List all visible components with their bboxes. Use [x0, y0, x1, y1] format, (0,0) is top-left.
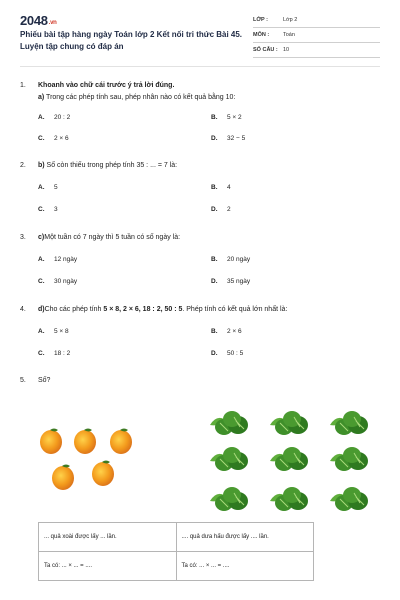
option-c[interactable]	[38, 278, 77, 285]
meta-class-label: LỚP :	[253, 17, 268, 23]
table-row	[39, 523, 314, 552]
option-letter: B.	[211, 114, 218, 121]
option-c[interactable]	[38, 206, 58, 213]
question-text: Số?	[38, 377, 51, 384]
sub-label: a)	[38, 94, 45, 101]
meta-count	[253, 44, 380, 58]
option-letter: B.	[211, 184, 218, 191]
answer-cell[interactable]: Ta có: ... × ... = ....	[39, 552, 177, 581]
option-b[interactable]	[211, 184, 231, 191]
mango-icon	[92, 461, 114, 487]
sub-text-bold: 5 × 8, 2 × 6, 18 : 2, 50 : 5	[103, 306, 183, 313]
option-text: 35 ngày	[227, 278, 251, 285]
option-letter: A.	[38, 184, 45, 191]
answer-cell[interactable]: Ta có: ... × ... = ....	[176, 552, 314, 581]
sub-text: Số còn thiếu trong phép tính 35 : ... = 7 là:	[44, 162, 178, 169]
option-text: 18 : 2	[54, 350, 71, 357]
worksheet-header	[0, 0, 400, 62]
logo-suffix: .vn	[48, 20, 57, 26]
option-letter: D.	[211, 135, 218, 142]
header-divider	[20, 66, 380, 67]
title-line-1: Phiếu bài tập hàng ngày Toán lớp 2 Kết nối tri thức Bài 45.	[20, 30, 243, 39]
meta-count-label: SỐ CÂU :	[253, 47, 278, 53]
watermelon-icon	[330, 447, 368, 471]
option-letter: A.	[38, 114, 45, 121]
option-a[interactable]	[38, 256, 77, 263]
option-letter: C.	[38, 350, 45, 357]
mango-icon	[74, 429, 96, 455]
watermelon-icon	[330, 487, 368, 511]
option-letter: C.	[38, 278, 45, 285]
question-number: 3.	[20, 234, 26, 241]
option-text: 12 ngày	[54, 256, 78, 263]
option-text: 2 × 6	[54, 135, 69, 142]
option-text: 5 × 8	[54, 328, 69, 335]
option-d[interactable]	[211, 278, 250, 285]
option-letter: B.	[211, 328, 218, 335]
option-text: 3	[54, 206, 58, 213]
option-text: 5 × 2	[227, 114, 242, 121]
meta-subject-value: Toán	[283, 32, 295, 38]
mango-icon	[40, 429, 62, 455]
watermelon-icon	[270, 487, 308, 511]
option-letter: D.	[211, 350, 218, 357]
table-row	[39, 552, 314, 581]
option-text: 32 − 5	[227, 135, 246, 142]
mango-icon	[52, 465, 74, 491]
watermelon-icon	[270, 411, 308, 435]
watermelon-icon	[270, 447, 308, 471]
option-b[interactable]	[211, 114, 242, 121]
option-d[interactable]	[211, 206, 231, 213]
answer-cell[interactable]: ... quả xoài được lấy ... lần.	[39, 523, 177, 552]
sub-label: c)	[38, 234, 45, 241]
sub-text: Cho các phép tính	[44, 306, 104, 313]
option-a[interactable]	[38, 114, 70, 121]
option-letter: C.	[38, 206, 45, 213]
watermelon-icon	[330, 411, 368, 435]
worksheet-title	[20, 29, 250, 53]
sub-label: d)	[38, 306, 45, 313]
watermelon-icon	[210, 447, 248, 471]
option-text: 4	[227, 184, 231, 191]
meta-subject	[253, 29, 380, 43]
option-text: 20 : 2	[54, 114, 71, 121]
option-text: 2	[227, 206, 231, 213]
option-letter: D.	[211, 278, 218, 285]
question-number: 4.	[20, 306, 26, 313]
option-d[interactable]	[211, 350, 243, 357]
title-line-2: Luyện tập chung có đáp án	[20, 42, 124, 51]
mango-group-illustration	[36, 426, 140, 496]
question-number: 2.	[20, 162, 26, 169]
option-a[interactable]	[38, 328, 69, 335]
option-letter: A.	[38, 256, 45, 263]
option-c[interactable]	[38, 350, 70, 357]
sub-text: . Phép tính có kết quả lớn nhất là:	[182, 306, 288, 313]
question-heading: Khoanh vào chữ cái trước ý trả lời đúng.	[38, 82, 175, 89]
option-letter: A.	[38, 328, 45, 335]
option-letter: B.	[211, 256, 218, 263]
option-letter: D.	[211, 206, 218, 213]
logo-text: 2048	[20, 13, 48, 28]
option-d[interactable]	[211, 135, 245, 142]
option-b[interactable]	[211, 328, 242, 335]
answer-table	[38, 522, 314, 581]
option-letter: C.	[38, 135, 45, 142]
site-logo[interactable]	[20, 13, 57, 28]
meta-subject-label: MÔN :	[253, 32, 270, 38]
option-text: 30 ngày	[54, 278, 78, 285]
answer-cell[interactable]: .... quả dưa hấu được lấy .... lần.	[176, 523, 314, 552]
meta-class	[253, 14, 380, 28]
option-text: 50 : 5	[227, 350, 244, 357]
question-number: 1.	[20, 82, 26, 89]
sub-text: Trong các phép tính sau, phép nhân nào có kết quả bằng 10:	[44, 94, 236, 101]
meta-class-value: Lớp 2	[283, 17, 298, 23]
sub-label: b)	[38, 162, 45, 169]
meta-count-value: 10	[283, 47, 290, 53]
option-a[interactable]	[38, 184, 58, 191]
option-text: 20 ngày	[227, 256, 251, 263]
option-c[interactable]	[38, 135, 69, 142]
option-text: 2 × 6	[227, 328, 242, 335]
watermelon-group-illustration	[208, 407, 382, 515]
watermelon-icon	[210, 411, 248, 435]
question-number: 5.	[20, 377, 26, 384]
sub-text: Một tuần có 7 ngày thì 5 tuần có số ngày là:	[44, 234, 181, 241]
option-text: 5	[54, 184, 58, 191]
watermelon-icon	[210, 487, 248, 511]
mango-icon	[110, 429, 132, 455]
option-b[interactable]	[211, 256, 250, 263]
